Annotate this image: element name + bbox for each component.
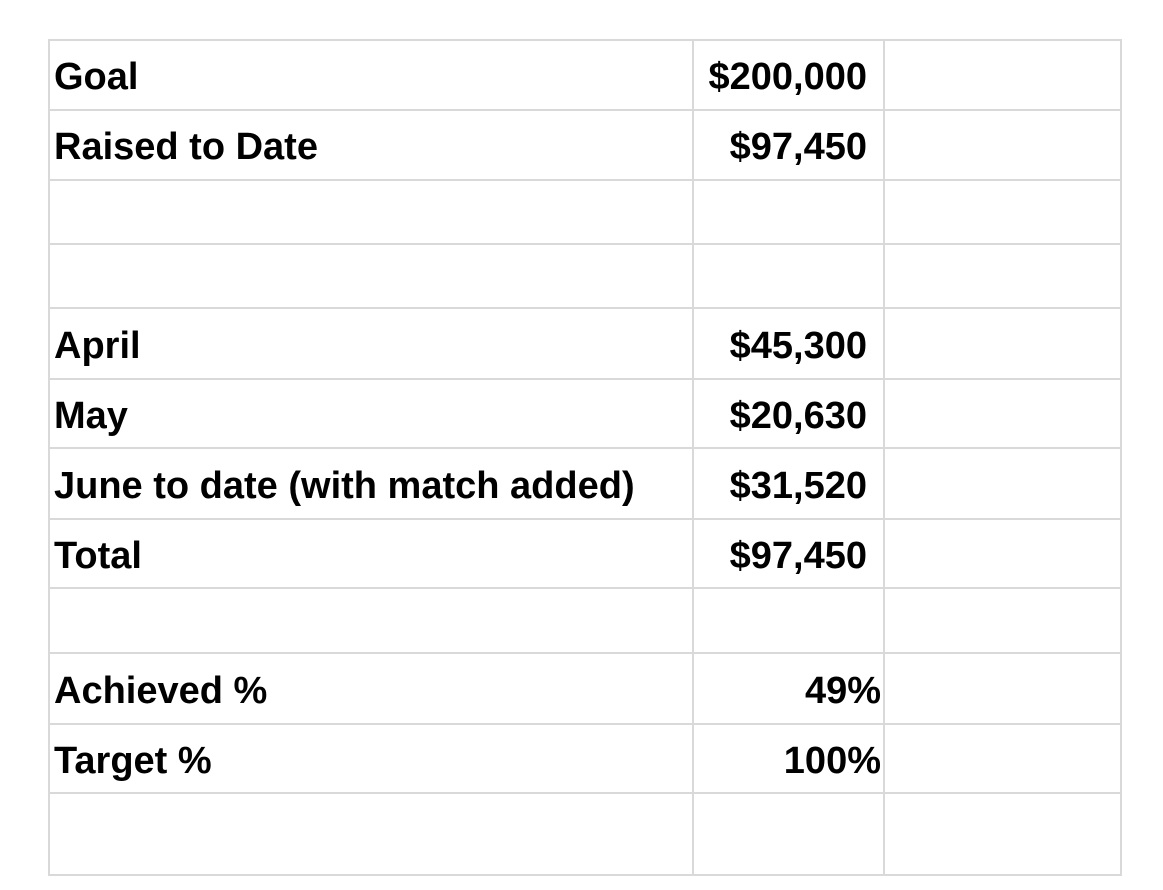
row-target-percent bbox=[49, 724, 1121, 793]
cell-label[interactable] bbox=[49, 588, 693, 653]
cell-value-text: $97,450 bbox=[729, 126, 867, 168]
row-empty bbox=[49, 793, 1121, 875]
cell-label-text: Achieved % bbox=[54, 669, 268, 712]
cell-empty[interactable] bbox=[884, 448, 1121, 519]
cell-label-text: Target % bbox=[54, 739, 212, 782]
spreadsheet-grid bbox=[48, 39, 1122, 876]
cell-empty[interactable] bbox=[884, 588, 1121, 653]
cell-empty[interactable] bbox=[884, 519, 1121, 588]
cell-value[interactable] bbox=[693, 180, 884, 244]
cell-value[interactable] bbox=[693, 724, 884, 793]
cell-value-text: 100% bbox=[783, 739, 881, 782]
row-goal bbox=[49, 40, 1121, 110]
cell-label[interactable] bbox=[49, 379, 693, 448]
cell-empty[interactable] bbox=[884, 40, 1121, 110]
cell-label[interactable] bbox=[49, 519, 693, 588]
cell-value[interactable] bbox=[693, 653, 884, 724]
cell-label-text: Total bbox=[54, 534, 142, 577]
cell-value-text: $20,630 bbox=[729, 394, 867, 437]
row-june-to-date bbox=[49, 448, 1121, 519]
cell-empty[interactable] bbox=[884, 793, 1121, 875]
cell-value[interactable] bbox=[693, 308, 884, 379]
row-achieved-percent bbox=[49, 653, 1121, 724]
cell-label[interactable] bbox=[49, 724, 693, 793]
cell-empty[interactable] bbox=[884, 308, 1121, 379]
cell-empty[interactable] bbox=[884, 244, 1121, 308]
cell-label[interactable] bbox=[49, 244, 693, 308]
cell-label[interactable] bbox=[49, 110, 693, 180]
cell-empty[interactable] bbox=[884, 653, 1121, 724]
cell-label[interactable] bbox=[49, 180, 693, 244]
cell-empty[interactable] bbox=[884, 379, 1121, 448]
cell-empty[interactable] bbox=[884, 180, 1121, 244]
cell-value[interactable] bbox=[693, 244, 884, 308]
cell-value-text: $45,300 bbox=[729, 324, 867, 367]
cell-label-text: June to date (with match added) bbox=[54, 464, 635, 507]
cell-empty[interactable] bbox=[884, 110, 1121, 180]
cell-label[interactable] bbox=[49, 40, 693, 110]
cell-value[interactable] bbox=[693, 110, 884, 180]
cell-label-text: May bbox=[54, 394, 128, 437]
cell-value[interactable] bbox=[693, 588, 884, 653]
cell-label[interactable] bbox=[49, 653, 693, 724]
cell-value[interactable] bbox=[693, 448, 884, 519]
cell-label-text: Raised to Date bbox=[54, 126, 318, 168]
cell-value-text: 49% bbox=[804, 669, 881, 712]
row-empty bbox=[49, 244, 1121, 308]
cell-value-text: $97,450 bbox=[729, 534, 867, 577]
cell-label-text: April bbox=[54, 324, 141, 367]
cell-value[interactable] bbox=[693, 519, 884, 588]
row-empty bbox=[49, 180, 1121, 244]
row-empty bbox=[49, 588, 1121, 653]
cell-label[interactable] bbox=[49, 308, 693, 379]
cell-value-text: $31,520 bbox=[729, 464, 867, 507]
cell-label-text: Goal bbox=[54, 56, 139, 98]
cell-value[interactable] bbox=[693, 793, 884, 875]
row-may bbox=[49, 379, 1121, 448]
row-raised-to-date bbox=[49, 110, 1121, 180]
cell-label[interactable] bbox=[49, 448, 693, 519]
cell-label[interactable] bbox=[49, 793, 693, 875]
cell-value[interactable] bbox=[693, 379, 884, 448]
row-total bbox=[49, 519, 1121, 588]
row-april bbox=[49, 308, 1121, 379]
cell-value-text: $200,000 bbox=[708, 56, 867, 98]
cell-value[interactable] bbox=[693, 40, 884, 110]
cell-empty[interactable] bbox=[884, 724, 1121, 793]
